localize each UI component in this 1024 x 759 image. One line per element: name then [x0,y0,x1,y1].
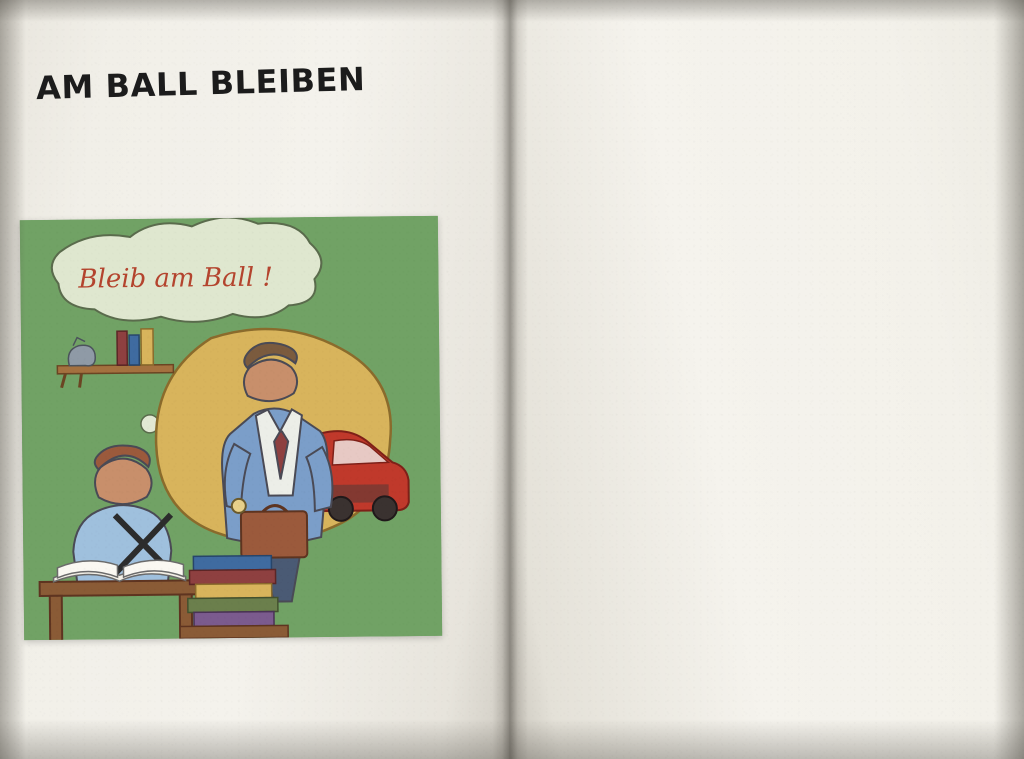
illustration-drawing [20,216,442,640]
page-title: AM BALL BLEIBEN [35,60,366,108]
illustration-caption: Bleib am Ball ! [78,262,273,295]
article-illustration [20,216,442,640]
right-page [509,0,1024,759]
